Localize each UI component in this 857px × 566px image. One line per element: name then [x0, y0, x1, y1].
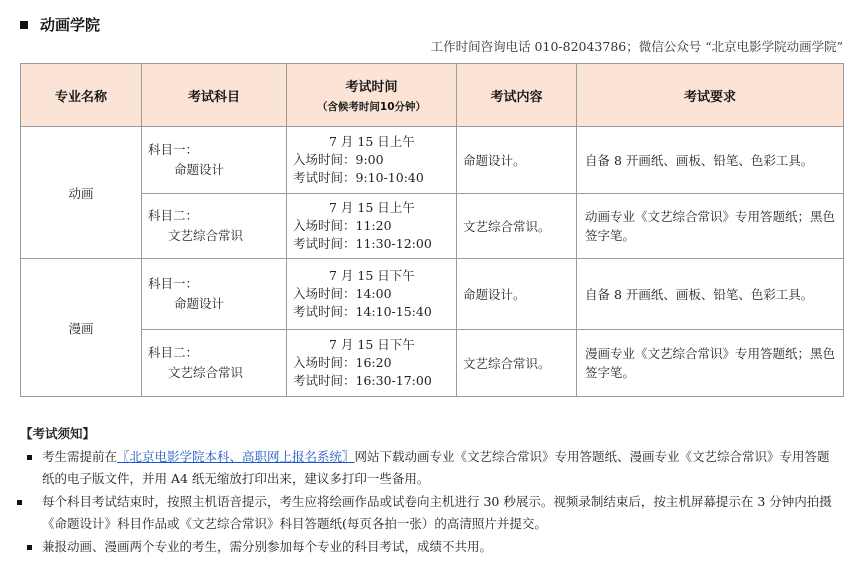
subject-cell: [142, 194, 287, 259]
entry-time: 入场时间：16:20: [293, 355, 392, 370]
exam-date: 7 月 15 日上午: [329, 134, 415, 149]
table-header-row: [21, 64, 844, 127]
header-major: 专业名称: [21, 64, 142, 127]
requirement-cell: 动画专业《文艺综合常识》专用答题纸；黑色签字笔。: [577, 194, 844, 259]
exam-time: 考试时间：14:10-15:40: [293, 304, 432, 319]
exam-date: 7 月 15 日上午: [329, 200, 415, 215]
header-content: 考试内容: [457, 64, 577, 127]
subject-name: 命题设计: [174, 296, 225, 311]
exam-date: 7 月 15 日下午: [329, 337, 415, 352]
header-time-label: 考试时间: [345, 80, 398, 95]
table-row: [21, 194, 844, 259]
table-row: [21, 259, 844, 330]
table-row: [21, 127, 844, 194]
time-cell: [287, 127, 457, 194]
requirement-cell: 漫画专业《文艺综合常识》专用答题纸；黑色签字笔。: [577, 330, 844, 397]
bullet-icon: [17, 500, 22, 505]
time-cell: [287, 259, 457, 330]
subject-cell: [142, 259, 287, 330]
major-cell: 漫画: [21, 259, 142, 397]
exam-notes: [20, 423, 840, 558]
registration-system-link[interactable]: 〖北京电影学院本科、高职网上报名系统〗: [117, 448, 355, 464]
header-time: [287, 64, 457, 127]
section-heading: [20, 14, 100, 35]
content-cell: 文艺综合常识。: [457, 330, 577, 397]
time-cell: [287, 330, 457, 397]
subject-number: 科目一：: [148, 142, 199, 157]
content-cell: 命题设计。: [457, 259, 577, 330]
subject-name: 文艺综合常识: [168, 228, 244, 243]
major-cell: 动画: [21, 127, 142, 259]
square-bullet-icon: [20, 21, 28, 29]
header-time-note: （含候考时间10分钟）: [316, 101, 427, 113]
header-requirement: 考试要求: [577, 64, 844, 127]
subject-cell: [142, 127, 287, 194]
bullet-icon: [27, 455, 32, 460]
exam-date: 7 月 15 日下午: [329, 268, 415, 283]
subject-number: 科目二：: [148, 345, 199, 360]
subject-name: 文艺综合常识: [168, 365, 244, 380]
exam-time: 考试时间：16:30-17:00: [293, 373, 432, 388]
bullet-icon: [27, 545, 32, 550]
subject-name: 命题设计: [174, 162, 225, 177]
list-item: [20, 536, 840, 559]
subject-cell: [142, 330, 287, 397]
section-title: 动画学院: [40, 16, 101, 34]
contact-info: 工作时间咨询电话 010-82043786；微信公众号 “北京电影学院动画学院”: [430, 39, 843, 54]
requirement-cell: 自备 8 开画纸、画板、铅笔、色彩工具。: [577, 127, 844, 194]
exam-time: 考试时间：9:10-10:40: [293, 170, 424, 185]
entry-time: 入场时间：11:20: [293, 218, 392, 233]
time-cell: [287, 194, 457, 259]
exam-time: 考试时间：11:30-12:00: [293, 236, 432, 251]
note-text: 考生需提前在: [42, 448, 118, 464]
header-subject: 考试科目: [142, 64, 287, 127]
list-item: [20, 491, 840, 536]
list-item: [20, 446, 840, 491]
notes-title: 【考试须知】: [20, 426, 96, 441]
content-cell: 文艺综合常识。: [457, 194, 577, 259]
content-cell: 命题设计。: [457, 127, 577, 194]
requirement-cell: 自备 8 开画纸、画板、铅笔、色彩工具。: [577, 259, 844, 330]
entry-time: 入场时间：9:00: [293, 152, 384, 167]
note-text: 网站下载动画专业《文艺综合常识》专用答题纸、漫画专业《文艺综合常识》专用答题纸的电子版文件，并用 A4 纸无缩放打印出来，建议多打印一些备用。: [42, 448, 830, 486]
subject-number: 科目一：: [148, 276, 199, 291]
table-row: [21, 330, 844, 397]
exam-schedule-table: [20, 63, 844, 397]
subject-number: 科目二：: [148, 208, 199, 223]
note-text: 兼报动画、漫画两个专业的考生，需分别参加每个专业的科目考试，成绩不共用。: [42, 538, 493, 554]
note-text: 每个科目考试结束时，按照主机语音提示，考生应将绘画作品或试卷向主机进行 30 秒展示。视频录制结束后，按主机屏幕提示在 3 分钟内拍摄《命题设计》科目作品或《文艺综合常识》科目答题纸(每页各拍一张）的高清照片并提交。: [42, 493, 832, 531]
entry-time: 入场时间：14:00: [293, 286, 392, 301]
